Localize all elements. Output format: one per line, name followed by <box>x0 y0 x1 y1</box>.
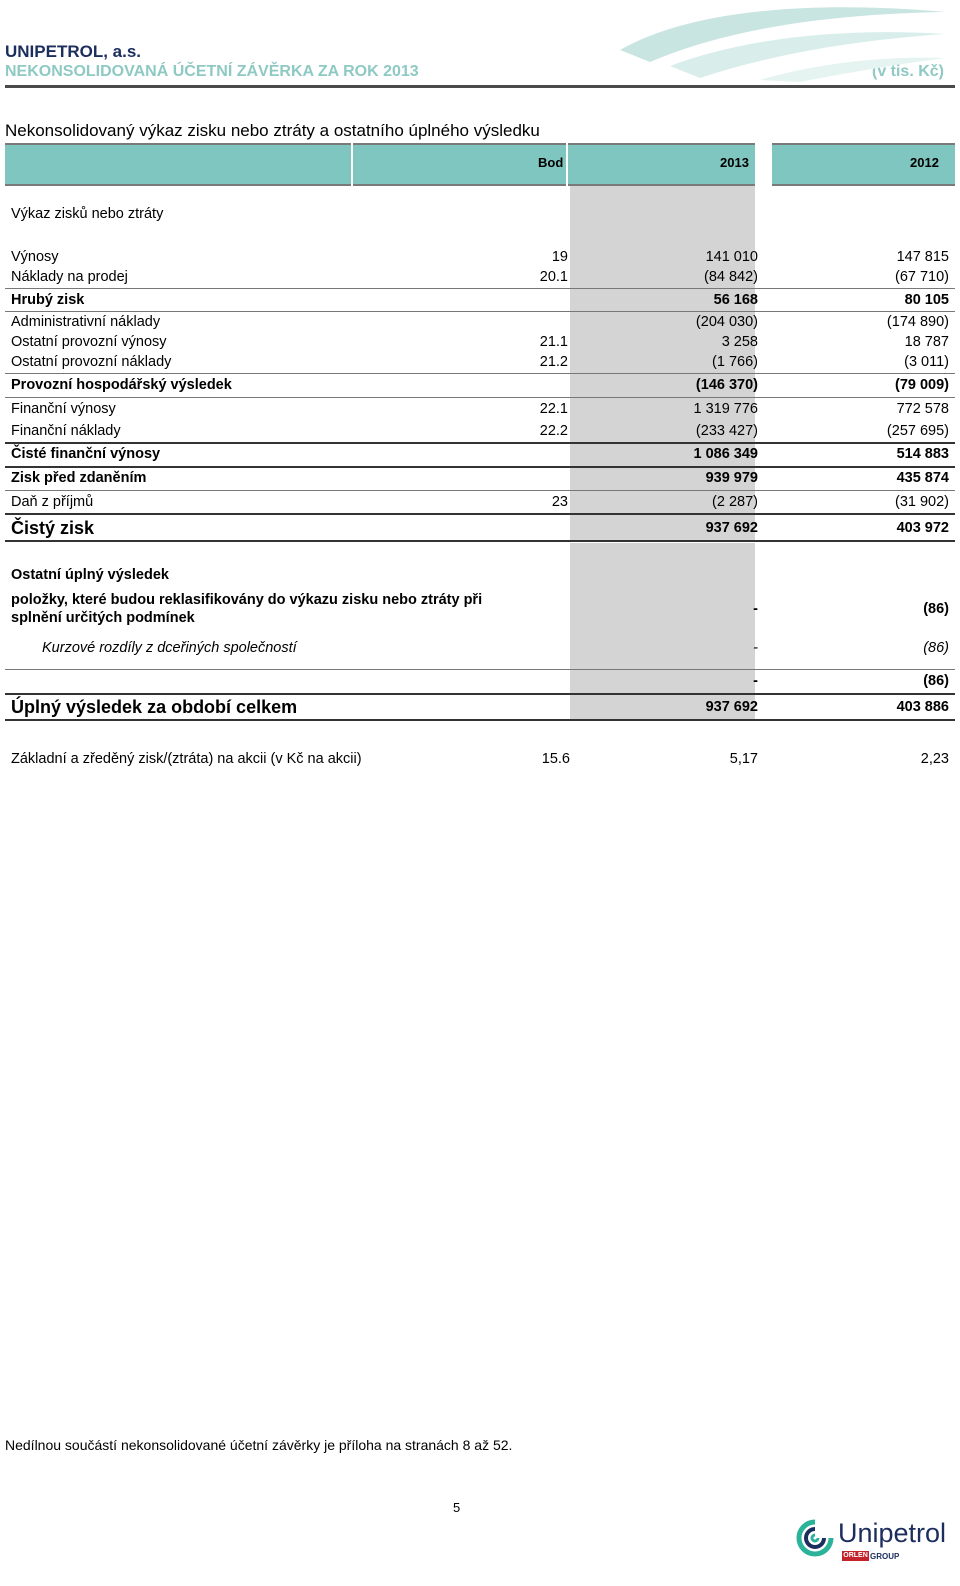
row-label: Ostatní provozní výnosy <box>11 334 167 350</box>
company-name: UNIPETROL, a.s. <box>5 42 142 61</box>
row-label: Finanční náklady <box>11 423 121 439</box>
row-value-2013: (1 766) <box>712 354 758 370</box>
row-note: 23 <box>551 494 568 510</box>
row-value-2012: (67 710) <box>894 269 949 285</box>
col-header-2012: 2012 <box>910 155 939 170</box>
row-label: Výnosy <box>11 249 59 265</box>
row-value-2013: 5,17 <box>729 751 758 767</box>
row-value-2012: 403 886 <box>896 699 949 715</box>
row-value-2012: 514 883 <box>896 446 949 462</box>
row-value-2013: (146 370) <box>695 377 758 393</box>
unipetrol-logo-icon <box>795 1518 835 1562</box>
row-value-2013: (2 287) <box>712 494 758 510</box>
row-value-2013: 3 258 <box>721 334 758 350</box>
row-label: Úplný výsledek za období celkem <box>11 697 298 717</box>
logo-group: GROUP <box>870 1552 900 1561</box>
table-row-reclass <box>10 592 955 632</box>
row-value-2012: (31 902) <box>894 494 949 510</box>
row-value-2013: 937 692 <box>705 699 758 715</box>
row-value-2012: (174 890) <box>886 314 949 330</box>
row-value-2012: (86) <box>923 601 949 617</box>
row-value-2013: 1 086 349 <box>693 446 758 462</box>
row-label: Čisté finanční výnosy <box>11 446 161 462</box>
row-label: Čistý zisk <box>11 518 95 538</box>
row-value-2012: (79 009) <box>894 377 949 393</box>
logo-orlen: ORLEN <box>843 1552 868 1559</box>
page-number: 5 <box>453 1500 461 1515</box>
row-note: 22.2 <box>539 423 568 439</box>
row-label: Zisk před zdaněním <box>11 470 147 486</box>
row-value-2012: (86) <box>923 673 949 689</box>
row-value-2013: - <box>753 640 758 656</box>
row-value-2013: 141 010 <box>705 249 758 265</box>
row-divider <box>5 466 955 468</box>
row-value-2013: (233 427) <box>695 423 758 439</box>
row-divider <box>5 669 955 670</box>
row-note: 20.1 <box>539 269 568 285</box>
row-value-2012: 403 972 <box>896 520 949 536</box>
row-value-2013: 937 692 <box>705 520 758 536</box>
statement-title: Nekonsolidovaný výkaz zisku nebo ztráty a ostatního úplného výsledku <box>5 121 540 140</box>
col-header-note: Bod <box>538 155 564 170</box>
row-note: 21.1 <box>539 334 568 350</box>
row-note: 22.1 <box>539 401 568 417</box>
row-divider <box>5 490 955 491</box>
row-label: Základní a zředěný zisk/(ztráta) na akcii (v Kč na akcii) <box>11 751 362 767</box>
row-value-2012: 18 787 <box>904 334 949 350</box>
row-value-2013: 56 168 <box>713 292 758 308</box>
unit-label: (v tis. Kč) <box>871 63 944 80</box>
row-value-2012: 772 578 <box>896 401 949 417</box>
header-band-note <box>353 143 566 186</box>
row-label: Ostatní provozní náklady <box>11 354 172 370</box>
row-label: Administrativní náklady <box>11 314 161 330</box>
header-rule <box>5 85 955 88</box>
row-label: Provozní hospodářský výsledek <box>11 377 232 393</box>
row-note: 21.2 <box>539 354 568 370</box>
row-label: Náklady na prodej <box>11 269 128 285</box>
row-value-2012: 2,23 <box>920 751 949 767</box>
row-label: Hrubý zisk <box>11 292 85 308</box>
footnote: Nedílnou součástí nekonsolidované účetní závěrky je příloha na stranách 8 až 52. <box>5 1437 513 1453</box>
row-value-2013: (204 030) <box>695 314 758 330</box>
row-label-line1: položky, které budou reklasifikovány do výkazu zisku nebo ztráty při <box>11 592 483 608</box>
row-note: 19 <box>551 249 568 265</box>
document-subtitle: NEKONSOLIDOVANÁ ÚČETNÍ ZÁVĚRKA ZA ROK 2013 <box>5 63 419 80</box>
row-value-2013: - <box>753 673 758 689</box>
row-divider <box>5 311 955 312</box>
row-value-2013: 939 979 <box>705 470 758 486</box>
row-divider <box>5 719 955 721</box>
row-value-2013: 1 319 776 <box>693 401 758 417</box>
wave-logo-icon <box>610 0 950 82</box>
row-value-2012: 147 815 <box>896 249 949 265</box>
col-header-2013: 2013 <box>720 155 749 170</box>
row-value-2013: (84 842) <box>703 269 758 285</box>
row-value-2012: (3 011) <box>904 354 949 370</box>
row-divider <box>5 540 955 542</box>
header-band-label <box>5 143 351 186</box>
row-divider <box>5 693 955 695</box>
row-value-2012: 80 105 <box>904 292 949 308</box>
row-divider <box>5 442 955 444</box>
row-value-2012: (257 695) <box>886 423 949 439</box>
row-label: Kurzové rozdíly z dceřiných společností <box>42 640 297 656</box>
row-label: Daň z příjmů <box>11 494 94 510</box>
unipetrol-logo <box>795 1515 955 1575</box>
row-divider <box>5 513 955 515</box>
row-divider <box>5 288 955 289</box>
row-value-2012: 435 874 <box>896 470 949 486</box>
row-divider <box>5 373 955 374</box>
row-note: 15.6 <box>541 751 570 767</box>
row-label-line2: splnění určitých podmínek <box>11 610 195 626</box>
row-value-2013: - <box>753 601 758 617</box>
logo-text: Unipetrol <box>838 1518 947 1548</box>
row-label: Finanční výnosy <box>11 401 116 417</box>
row-value-2012: (86) <box>923 640 949 656</box>
row-divider <box>5 397 955 398</box>
